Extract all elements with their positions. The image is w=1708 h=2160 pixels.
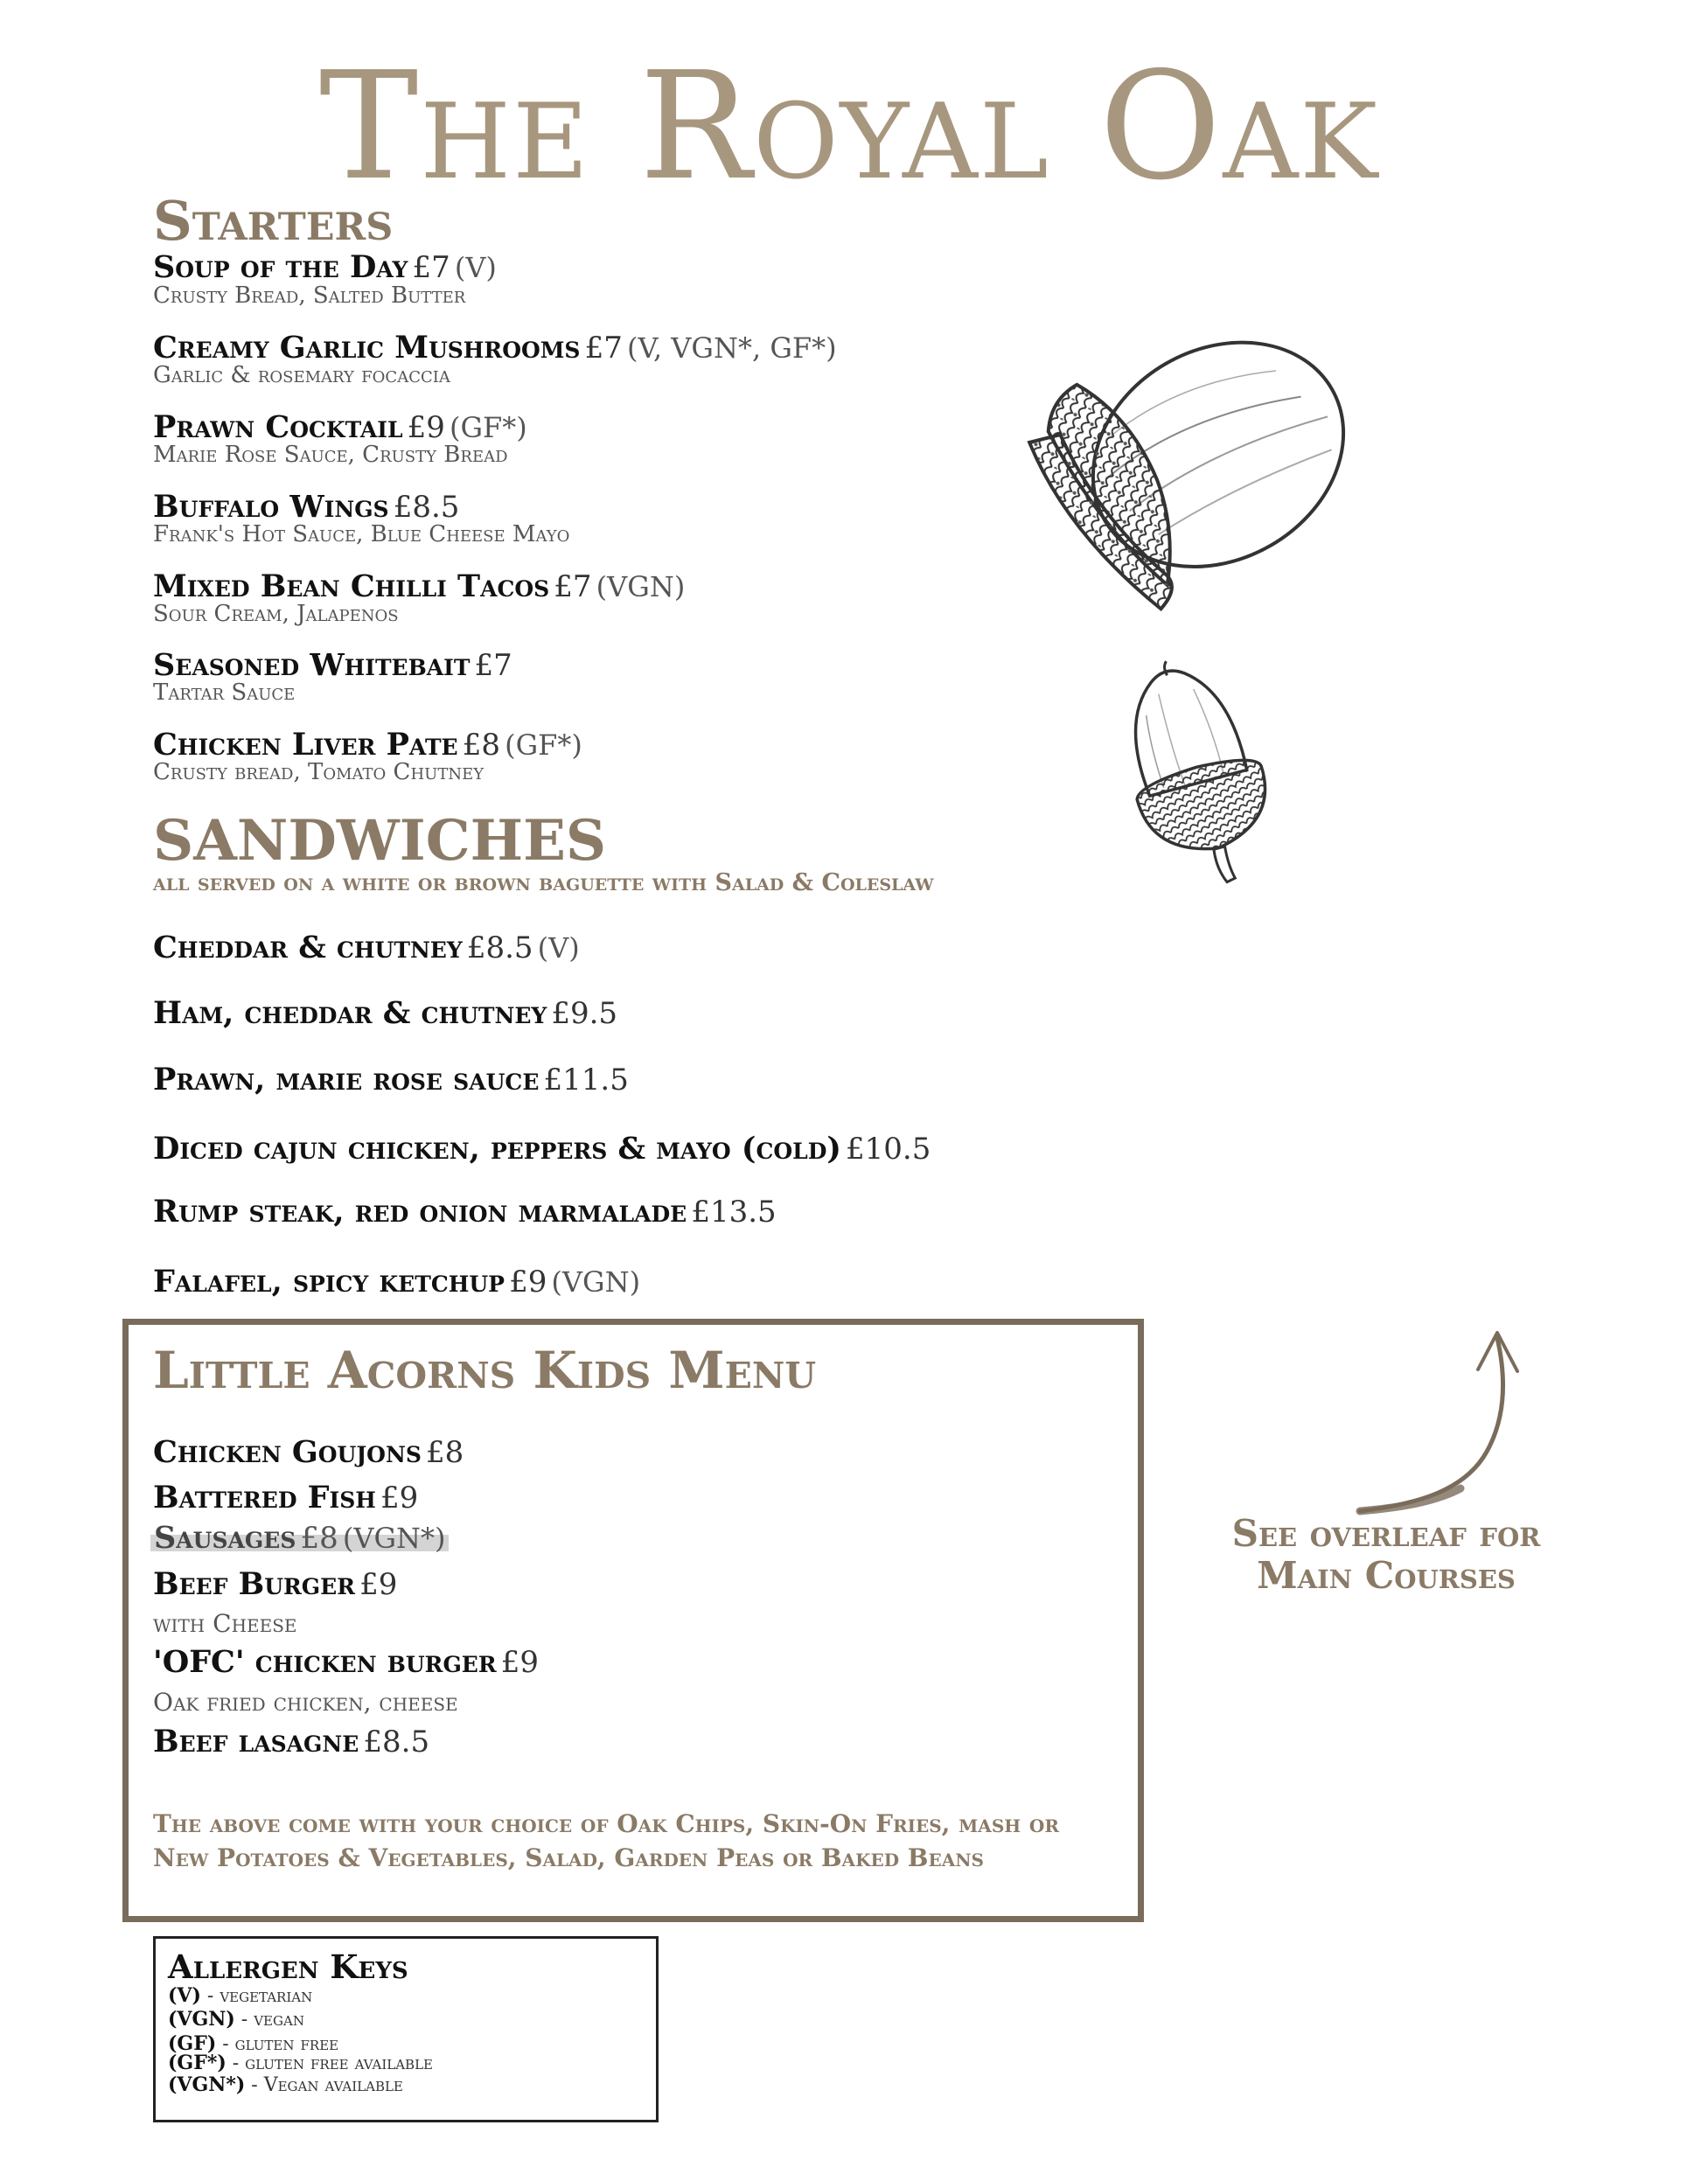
allergen-key: [168, 2053, 644, 2073]
item-description: Garlic & rosemary focaccia: [153, 362, 450, 388]
item-price: £7: [554, 569, 592, 604]
menu-item: [153, 1566, 397, 1602]
item-description: with Cheese: [153, 1609, 297, 1638]
menu-item: [153, 727, 582, 763]
item-description: Sour Cream, Jalapenos: [153, 601, 399, 627]
item-price: £11.5: [543, 1063, 629, 1097]
item-tags: (V): [454, 251, 497, 284]
item-price: £8: [462, 728, 500, 763]
starters-heading: Starters: [153, 189, 394, 253]
menu-item: [153, 568, 685, 604]
item-tags: (GF*): [449, 411, 527, 444]
menu-item: [153, 1480, 418, 1515]
kids-menu-heading: Little Acorns Kids Menu: [153, 1341, 817, 1400]
item-price: £7: [474, 648, 512, 683]
menu-item: [153, 489, 459, 525]
item-name: Ham, cheddar & chutney: [153, 995, 547, 1031]
item-name: Diced cajun chicken, peppers & mayo (cold): [153, 1131, 841, 1167]
item-tags: (VGN*): [342, 1522, 446, 1555]
item-price: £8.5: [363, 1725, 430, 1759]
item-price: £9: [380, 1481, 419, 1515]
item-price: £7: [412, 250, 450, 285]
item-name: Mixed Bean Chilli Tacos: [153, 568, 550, 604]
highlighted-item: [150, 1520, 449, 1556]
item-name: Seasoned Whitebait: [153, 647, 471, 683]
allergen-key: [168, 2073, 644, 2097]
item-tags: (VGN): [596, 570, 686, 603]
menu-item: [150, 1520, 449, 1556]
item-name: Beef lasagne: [153, 1724, 359, 1759]
item-tags: (V): [537, 931, 580, 965]
allergen-key: [168, 2032, 644, 2055]
allergen-heading: Allergen Keys: [168, 1947, 408, 1986]
menu-item: [153, 1131, 931, 1167]
item-price: £9.5: [551, 996, 618, 1031]
item-price: £9: [500, 1645, 539, 1680]
item-name: Sausages: [154, 1520, 296, 1556]
item-description: Crusty Bread, Salted Butter: [153, 282, 466, 309]
allergen-code: (GF*): [168, 2052, 227, 2074]
curved-arrow-icon: [1347, 1320, 1548, 1522]
item-price: £8.5: [393, 490, 460, 525]
menu-item: [153, 647, 512, 683]
item-name: Chicken Goujons: [153, 1434, 422, 1470]
overleaf-line-1: See overleaf for: [1231, 1512, 1541, 1555]
item-description: Marie Rose Sauce, Crusty Bread: [153, 442, 508, 468]
item-name: Beef Burger: [153, 1566, 355, 1602]
sandwiches-subtitle: all served on a white or brown baguette with Salad & Coleslaw: [153, 869, 934, 896]
overleaf-line-2: Main Courses: [1257, 1554, 1516, 1597]
allergen-label: - vegetarian: [206, 1985, 313, 2007]
item-price: £9: [509, 1265, 547, 1299]
menu-item: [153, 249, 497, 285]
item-tags: (VGN): [551, 1265, 641, 1299]
item-tags: (V, VGN*, GF*): [626, 331, 837, 365]
item-name: Rump steak, red onion marmalade: [153, 1194, 687, 1230]
item-description: Tartar Sauce: [153, 679, 296, 706]
item-name: Buffalo Wings: [153, 489, 389, 525]
menu-item: [153, 995, 617, 1031]
item-price: £9: [407, 410, 445, 445]
allergen-code: (GF): [168, 2032, 217, 2055]
item-price: £8.5: [466, 930, 533, 965]
page-title: The Royal Oak: [319, 40, 1380, 213]
item-price: £13.5: [691, 1195, 777, 1230]
allergen-keys-box: [153, 1936, 659, 2122]
allergen-label: - vegan: [241, 2009, 304, 2031]
menu-item: [153, 330, 837, 366]
allergen-code: (VGN): [168, 2008, 235, 2031]
item-name: 'OFC' chicken burger: [153, 1644, 497, 1680]
item-name: Soup of the Day: [153, 249, 408, 285]
kids-sides-note: The above come with your choice of Oak Chips, Skin-On Fries, mash or New Potatoes & Vegetables, Salad, Garden Peas or Baked Beans: [153, 1809, 1059, 1872]
allergen-label: - gluten free available: [232, 2052, 433, 2074]
menu-item: [153, 409, 527, 445]
item-description: Crusty bread, Tomato Chutney: [153, 759, 485, 785]
menu-item: [153, 930, 580, 965]
item-name: Battered Fish: [153, 1480, 376, 1515]
item-price: £9: [359, 1567, 398, 1602]
see-overleaf-note: [1194, 1513, 1579, 1597]
menu-item: [153, 1434, 464, 1470]
item-name: Creamy Garlic Mushrooms: [153, 330, 581, 366]
item-name: Prawn Cocktail: [153, 409, 403, 445]
allergen-label: - gluten free: [222, 2033, 339, 2055]
item-price: £10.5: [846, 1132, 931, 1167]
item-description: Frank's Hot Sauce, Blue Cheese Mayo: [153, 521, 570, 547]
small-acorn-illustration: [1111, 651, 1286, 896]
menu-item: [153, 1264, 640, 1299]
item-name: Falafel, spicy ketchup: [153, 1264, 505, 1299]
allergen-key: [168, 2008, 644, 2031]
allergen-label: - Vegan available: [251, 2074, 403, 2096]
allergen-code: (V): [168, 1984, 201, 2007]
menu-item: [153, 1644, 539, 1680]
allergen-key: [168, 1984, 644, 2008]
item-tags: (GF*): [505, 728, 582, 762]
item-price: £8: [425, 1435, 464, 1470]
allergen-code: (VGN*): [168, 2073, 246, 2096]
item-name: Chicken Liver Pate: [153, 727, 458, 763]
large-acorn-illustration: [1023, 280, 1373, 612]
item-description: Oak fried chicken, cheese: [153, 1688, 458, 1717]
sandwiches-heading: SANDWICHES: [153, 808, 607, 874]
item-name: Prawn, marie rose sauce: [153, 1062, 540, 1097]
item-price: £7: [584, 331, 623, 366]
menu-item: [153, 1724, 429, 1759]
item-price: £8: [300, 1521, 338, 1556]
menu-item: [153, 1194, 777, 1230]
item-name: Cheddar & chutney: [153, 930, 463, 965]
menu-item: [153, 1062, 629, 1097]
